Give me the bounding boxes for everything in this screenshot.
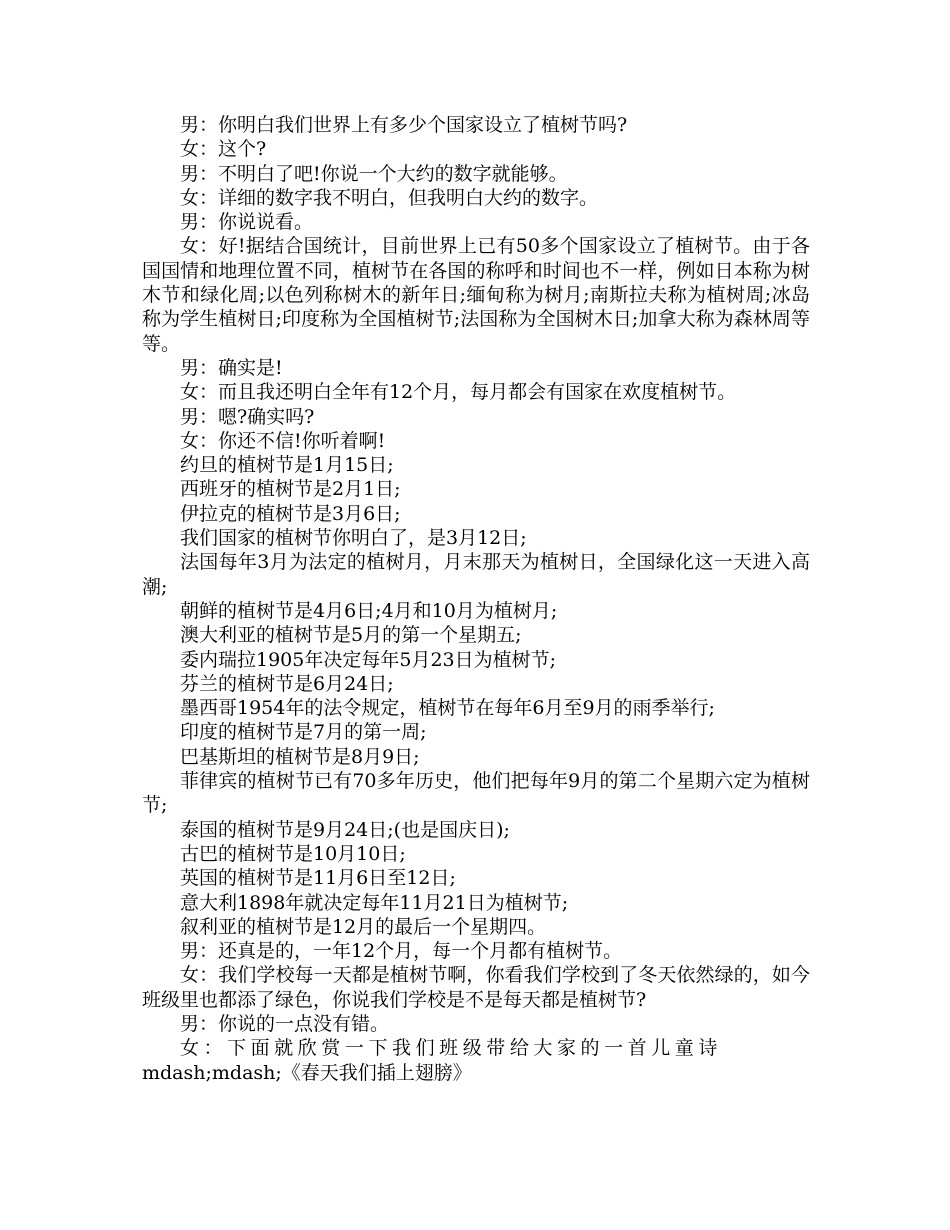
paragraph: 澳大利亚的植树节是5月的第一个星期五; <box>180 624 522 647</box>
paragraph: 英国的植树节是11月6日至12日; <box>180 867 456 890</box>
paragraph: 墨西哥1954年的法令规定，植树节在每年6月至9月的雨季举行; <box>180 697 715 720</box>
paragraph: 菲律宾的植树节已有70多年历史，他们把每年9月的第二个星期六定为植树节; <box>142 770 810 817</box>
paragraph: 委内瑞拉1905年决定每年5月23日为植树节; <box>180 648 557 671</box>
paragraph: 男：你说的一点没有错。 <box>180 1012 390 1035</box>
paragraph: 法国每年3月为法定的植树月，月末那天为植树日，全国绿化这一天进入高潮; <box>142 551 810 598</box>
paragraph: 女：好!据结合国统计，目前世界上已有50多个国家设立了植树节。由于各国国情和地理位置不同，植树节在各国的称呼和时间也不一样，例如日本称为树木节和绿化周;以色列称树木的新年日;缅甸称为树月;南斯拉夫称为植树周;冰岛称为学生植树日;印度称为全国植树节;法国称为全国树木日;加拿大称为森林周等等。 <box>142 235 810 355</box>
closing-line-2: mdash;mdash;《春天我们插上翅膀》 <box>142 1061 472 1084</box>
paragraph: 男：不明白了吧!你说一个大约的数字就能够。 <box>180 162 568 185</box>
paragraph: 意大利1898年就决定每年11月21日为植树节; <box>180 891 569 914</box>
dialogue-text <box>142 113 810 1085</box>
paragraph: 男：你说说看。 <box>180 211 314 234</box>
paragraph: 女：而且我还明白全年有12个月，每月都会有国家在欢度植树节。 <box>180 381 737 404</box>
paragraph: 女：你还不信!你听着啊! <box>180 429 386 452</box>
paragraph: 女：我们学校每一天都是植树节啊，你看我们学校到了冬天依然绿的，如今班级里也都添了绿色，你说我们学校是不是每天都是植树节? <box>142 964 810 1011</box>
paragraph: 男：确实是! <box>180 356 283 379</box>
paragraph: 我们国家的植树节你明白了，是3月12日; <box>180 527 527 550</box>
paragraph: 泰国的植树节是9月24日;(也是国庆日); <box>180 818 510 841</box>
paragraph: 女：这个? <box>180 138 267 161</box>
paragraph: 叙利亚的植树节是12月的最后一个星期四。 <box>180 915 547 938</box>
paragraph: 约旦的植树节是1月15日; <box>180 454 394 477</box>
paragraph: 巴基斯坦的植树节是8月9日; <box>180 745 420 768</box>
paragraph: 芬兰的植树节是6月24日; <box>180 672 394 695</box>
closing-paragraph <box>142 1036 810 1085</box>
paragraph: 朝鲜的植树节是4月6日;4月和10月为植树月; <box>180 599 558 622</box>
paragraph: 男：嗯?确实吗? <box>180 405 315 428</box>
paragraph: 印度的植树节是7月的第一周; <box>180 721 427 744</box>
paragraph: 男：还真是的，一年12个月，每一个月都有植树节。 <box>180 940 623 963</box>
paragraph: 伊拉克的植树节是3月6日; <box>180 502 401 525</box>
paragraph: 西班牙的植树节是2月1日; <box>180 478 401 501</box>
paragraph: 古巴的植树节是10月10日; <box>180 842 406 865</box>
closing-line-1: 女：下面就欣赏一下我们班级带给大家的一首儿童诗 <box>180 1037 722 1060</box>
paragraph: 男：你明白我们世界上有多少个国家设立了植树节吗? <box>180 114 628 136</box>
paragraph: 女：详细的数字我不明白，但我明白大约的数字。 <box>180 186 599 209</box>
